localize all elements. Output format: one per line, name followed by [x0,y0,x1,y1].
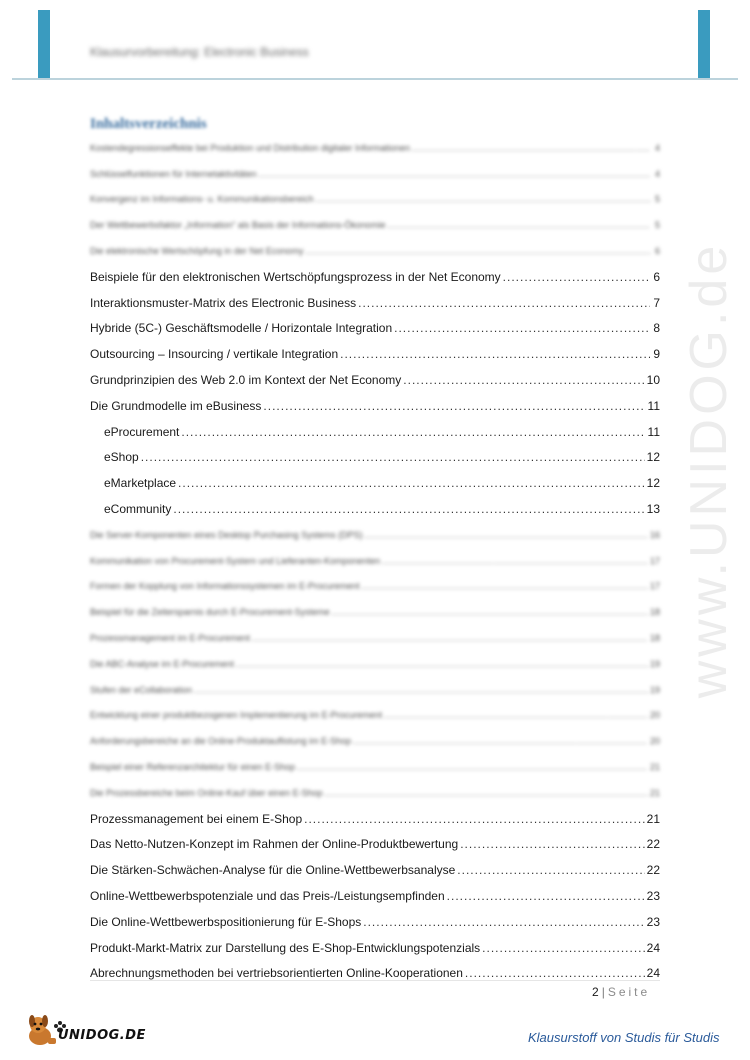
toc-entry[interactable] [90,341,660,367]
toc-leader-dots [259,169,650,179]
watermark: www.UNIDOG.de [680,241,738,699]
toc-entry-page: 20 [649,736,660,747]
toc-entry-title: Stufen der eCollaboration [90,684,193,695]
toc-leader-dots [194,685,648,695]
toc-leader-dots [482,941,644,955]
toc-entry[interactable] [90,290,660,316]
toc-entry-title: Outsourcing – Insourcing / vertikale Integration [90,347,339,362]
toc-entry-page: 5 [654,220,660,231]
toc-entry[interactable] [90,883,660,909]
toc-entry-title: Prozessmanagement bei einem E-Shop [90,811,303,826]
toc-entry-page: 7 [653,295,660,310]
page-number-value: 2 [592,985,599,999]
toc-entry[interactable] [90,625,660,651]
toc-entry-title: Die Server-Komponenten eines Desktop Purchasing Systems (DPS) [90,529,363,540]
toc-entry-page: 19 [649,684,660,695]
logo-text: UNIDOG.DE [58,1028,146,1043]
toc-entry[interactable] [90,135,660,161]
toc-leader-dots [325,788,648,798]
toc-entry-title: Grundprinzipien des Web 2.0 im Kontext der Net Economy [90,373,402,388]
toc-entry[interactable] [90,728,660,754]
toc-leader-dots [384,710,648,720]
toc-leader-dots [353,736,648,746]
toc-entry-page: 8 [653,321,660,336]
toc-leader-dots [305,246,650,256]
toc-entry-page: 17 [649,555,660,566]
toc-entry[interactable] [90,857,660,883]
toc-entry[interactable] [90,264,660,290]
toc-entry-title: Online-Wettbewerbspotenziale und das Preis-/Leistungsempfinden [90,889,445,903]
toc-entry-page: 22 [646,863,660,878]
toc-entry-title: Produkt-Markt-Matrix zur Darstellung des E-Shop-Entwicklungspotenzials [90,940,481,955]
toc-entry-title: Kommunikation von Procurement-System und Lieferanten-Komponenten [90,555,381,566]
toc-entry-title: Schlüsselfunktionen für Internetaktivitäten [90,168,257,179]
toc-entry-page: 21 [649,787,660,798]
toc-entry-title: Abrechnungsmethoden bei vertriebsorientierten Online-Kooperationen [90,966,463,981]
toc-leader-dots [387,220,650,230]
toc-entry-page: 12 [646,450,660,465]
toc-leader-dots [362,581,648,591]
toc-entry-title: Kostendegressionseffekte bei Produktion und Distribution digitaler Informationen [90,142,411,153]
toc-leader-dots [340,347,650,361]
toc-entry-page: 20 [649,710,660,721]
toc-leader-dots [465,966,645,980]
toc-entry-page: 23 [646,914,660,929]
toc-entry-page: 24 [646,940,660,955]
toc-entry[interactable] [90,677,660,703]
toc-leader-dots [181,425,645,439]
toc-entry-title: Beispiel für die Zeitersparnis durch E-Procurement-Systeme [90,607,330,618]
toc-entry-title: Interaktionsmuster-Matrix des Electronic Business [90,295,357,310]
toc-entry-title: Der Wettbewerbsfaktor „Information“ als Basis der Informations-Ökonomie [90,220,386,231]
toc-leader-dots [403,373,644,387]
toc-entry[interactable] [90,574,660,600]
toc-leader-dots [460,837,644,851]
toc-entry[interactable] [90,522,660,548]
toc-leader-dots [141,450,645,464]
toc-entry-title: Die elektronische Wertschöpfung in der Net Economy [90,246,304,257]
toc-entry[interactable] [90,703,660,729]
toc-entry[interactable] [90,419,660,445]
toc-entry-page: 11 [647,398,660,413]
toc-entry-page: 21 [649,762,660,773]
toc-entry-page: 17 [649,581,660,592]
footer-tagline: Klausurstoff von Studis für Studis [528,1030,720,1045]
toc-entry-page: 18 [649,633,660,644]
toc-entry[interactable] [90,161,660,187]
toc-entry-page: 12 [646,476,660,491]
toc-entry[interactable] [90,935,660,961]
header-rule [12,78,738,80]
toc-entry-title: Hybride (5C-) Geschäftsmodelle / Horizontale Integration [90,321,393,336]
toc-leader-dots [382,556,648,566]
toc-entry-page: 21 [646,811,660,826]
toc-entry[interactable] [90,832,660,858]
page-number-separator: | [601,985,605,999]
toc-entry[interactable] [90,780,660,806]
toc-entry-page: 4 [654,168,660,179]
toc-entry-page: 23 [646,889,660,903]
toc-entry-title: Formen der Kopplung von Informationssystemen im E-Procurement [90,581,360,592]
toc-entry-page: 18 [649,607,660,618]
page-word: Seite [607,985,651,999]
toc-leader-dots [263,399,645,413]
toc-entry[interactable] [90,316,660,342]
toc-entry-page: 16 [649,529,660,540]
toc-entry-page: 24 [646,966,660,981]
toc-entry-title: eCommunity [104,502,172,517]
toc-entry-title: Beispiel einer Referenzarchitektur für einen E-Shop [90,762,296,773]
toc-entry[interactable] [90,470,660,496]
toc-entry-page: 5 [654,194,660,205]
toc-entry[interactable] [90,961,660,987]
header-title: Klausurvorbereitung: Electronic Business [90,45,309,59]
table-of-contents [90,135,660,986]
toc-entry[interactable] [90,393,660,419]
toc-entry-title: Entwicklung einer produktbezogenen Implementierung im E-Procurement [90,710,383,721]
toc-leader-dots [412,143,650,153]
toc-leader-dots [447,889,645,903]
header-accent-bar-right [698,10,710,80]
toc-leader-dots [332,607,648,617]
toc-leader-dots [365,530,648,540]
toc-entry-page: 10 [646,373,660,388]
toc-entry-title: Prozessmanagement im E-Procurement [90,633,251,644]
toc-leader-dots [394,321,650,335]
toc-entry[interactable] [90,806,660,832]
toc-entry-title: eMarketplace [104,476,177,491]
toc-leader-dots [178,476,645,490]
toc-entry-title: Das Netto-Nutzen-Konzept im Rahmen der Online-Produktbewertung [90,837,459,852]
toc-leader-dots [252,633,648,643]
toc-entry-title: Beispiele für den elektronischen Wertschöpfungsprozess in der Net Economy [90,269,501,284]
toc-entry[interactable] [90,187,660,213]
toc-entry-title: Die Prozessbereiche beim Online-Kauf über einen E-Shop [90,787,323,798]
toc-entry-page: 6 [653,269,660,284]
toc-leader-dots [363,915,644,929]
footer-rule [90,980,660,981]
header-accent-bar-left [38,10,50,80]
toc-entry-title: Die Online-Wettbewerbspositionierung für E-Shops [90,914,362,929]
toc-entry-title: Konvergenz im Informations- u. Kommunikationsbereich [90,194,314,205]
toc-entry[interactable] [90,445,660,471]
toc-entry[interactable] [90,496,660,522]
toc-entry-title: Die ABC-Analyse im E-Procurement [90,658,235,669]
toc-leader-dots [173,502,644,516]
toc-leader-dots [304,812,645,826]
toc-entry-page: 11 [647,424,660,439]
toc-entry-page: 22 [646,837,660,852]
toc-entry-page: 19 [649,658,660,669]
toc-entry[interactable] [90,651,660,677]
toc-entry-page: 4 [654,142,660,153]
toc-leader-dots [316,194,650,204]
toc-entry[interactable] [90,909,660,935]
toc-entry-title: eProcurement [104,424,180,439]
toc-heading: Inhaltsverzeichnis [90,116,207,132]
toc-leader-dots [297,762,648,772]
toc-entry-page: 9 [653,347,660,362]
toc-leader-dots [358,296,650,310]
toc-entry-title: Anforderungsbereiche an die Online-Produktauflistung im E-Shop [90,736,352,747]
toc-entry[interactable] [90,599,660,625]
toc-leader-dots [236,659,648,669]
toc-entry-title: eShop [104,450,139,465]
toc-entry-title: Die Grundmodelle im eBusiness [90,398,262,413]
toc-entry-page: 13 [646,502,660,517]
toc-entry[interactable] [90,754,660,780]
toc-leader-dots [503,270,650,284]
toc-leader-dots [457,863,644,877]
toc-entry[interactable] [90,367,660,393]
toc-entry[interactable] [90,548,660,574]
toc-entry[interactable] [90,212,660,238]
toc-entry-page: 6 [654,246,660,257]
page-number [592,985,650,999]
toc-entry-title: Die Stärken-Schwächen-Analyse für die Online-Wettbewerbsanalyse [90,863,456,878]
toc-entry[interactable] [90,238,660,264]
